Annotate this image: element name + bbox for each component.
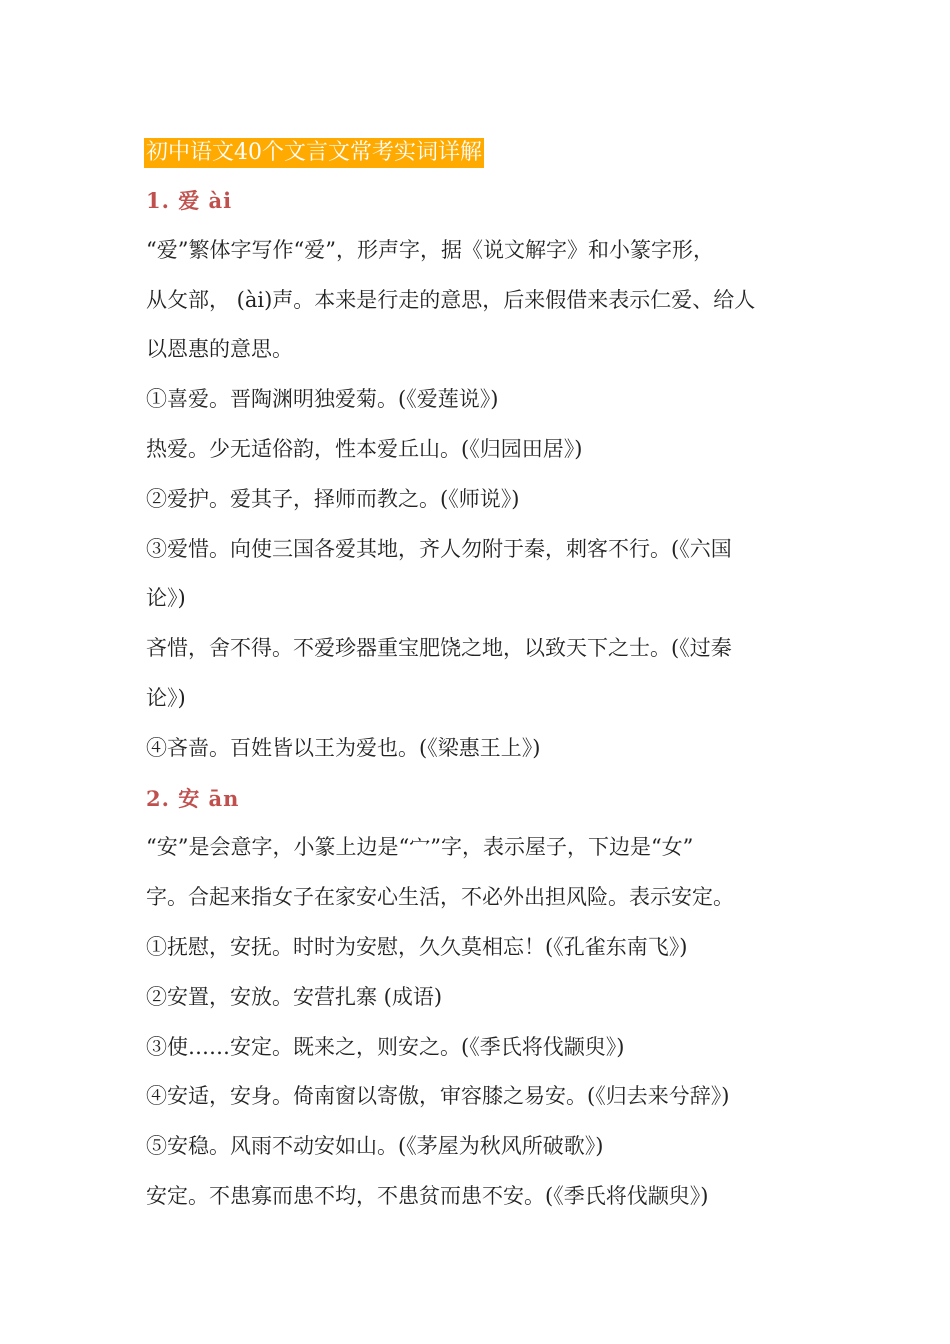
entry-line: 吝惜，舍不得。不爱珍器重宝肥饶之地，以致天下之士。(《过秦 bbox=[146, 636, 732, 661]
entry-line: 安定。不患寡而患不均，不患贫而患不安。(《季氏将伐颛臾》) bbox=[146, 1183, 709, 1208]
entry-line: 论》) bbox=[146, 586, 186, 611]
entry-line: 字。合起来指女子在家安心生活，不必外出担风险。表示安定。 bbox=[146, 885, 734, 910]
entry-line: ③使……安定。既来之，则安之。(《季氏将伐颛臾》) bbox=[146, 1034, 625, 1059]
title-row bbox=[146, 138, 826, 176]
entry-line: “爱”繁体字写作“爱”，形声字，据《说文解字》和小篆字形， bbox=[146, 237, 714, 262]
entry-line: 论》) bbox=[146, 685, 186, 710]
entry-line: ②爱护。爱其子，择师而教之。(《师说》) bbox=[146, 486, 520, 511]
entry-line: ①抚慰，安抚。时时为安慰，久久莫相忘！(《孔雀东南飞》) bbox=[146, 934, 688, 959]
entry-line: 从攵部， (ài)声。本来是行走的意思，后来假借来表示仁爱、给人 bbox=[146, 287, 756, 312]
entry-line: ②安置，安放。安营扎寨 (成语) bbox=[146, 984, 443, 1009]
entry-line: ①喜爱。晋陶渊明独爱菊。(《爱莲说》) bbox=[146, 387, 499, 412]
entry-line: ⑤安稳。风雨不动安如山。(《茅屋为秋风所破歌》) bbox=[146, 1134, 604, 1159]
entry-line: ④吝啬。百姓皆以王为爱也。(《梁惠王上》) bbox=[146, 735, 541, 760]
entry-heading: 1. 爱 ài bbox=[146, 188, 233, 213]
document-page bbox=[146, 138, 826, 1222]
entry-heading: 2. 安 ān bbox=[146, 785, 240, 811]
entry-line: “安”是会意字，小篆上边是“宀”字，表示屋子，下边是“女” bbox=[146, 835, 694, 860]
entry-line: ④安适，安身。倚南窗以寄傲，审容膝之易安。(《归去来兮辞》) bbox=[146, 1084, 730, 1109]
entry-line: ③爱惜。向使三国各爱其地，齐人勿附于秦，刺客不行。(《六国 bbox=[146, 536, 732, 561]
entry-line: 热爱。少无适俗韵，性本爱丘山。(《归园田居》) bbox=[146, 436, 583, 461]
entry-ai bbox=[146, 176, 826, 774]
entry-line: 以恩惠的意思。 bbox=[146, 337, 293, 362]
document-title: 初中语文40个文言文常考实词详解 bbox=[144, 138, 484, 168]
entry-an bbox=[146, 774, 826, 1222]
